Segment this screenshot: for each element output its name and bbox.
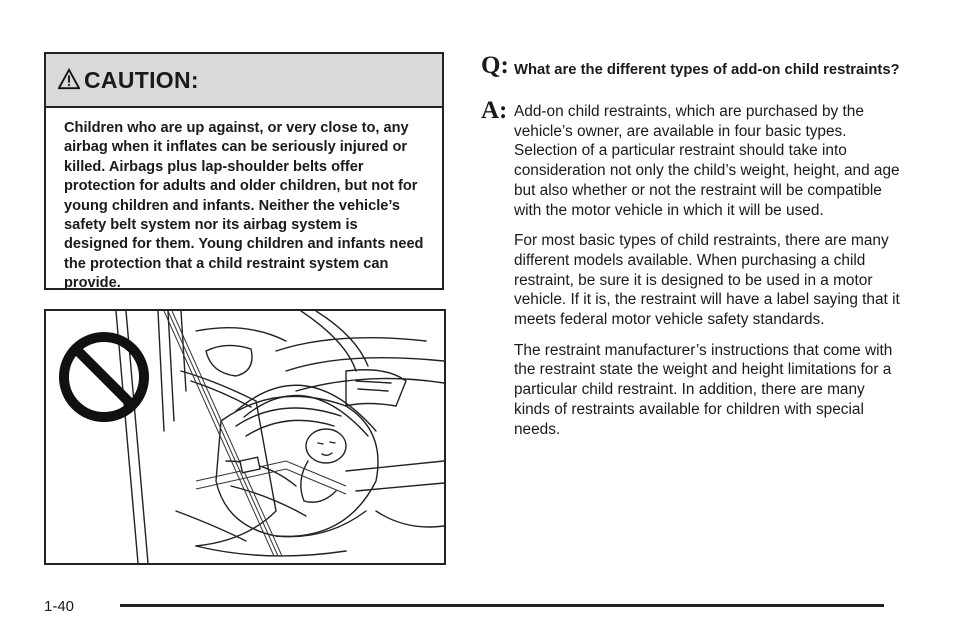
answer-paragraph: Add-on child restraints, which are purchased by the vehicle’s owner, are available in four basic types. Selection of a particular restraint should take into consideration not only the child’s weight, height, and age but also whether or not the restraint will be compatible with the motor vehicle in which it will be used.	[514, 103, 900, 219]
answer-paragraph: The restraint manufacturer’s instructions that come with the restraint state the weight and height limitations for a particular child restraint. In addition, there are many kinds of restraints available for children with special needs.	[514, 341, 893, 438]
footer-rule	[120, 604, 884, 607]
warning-triangle-icon	[58, 68, 80, 90]
question-marker: Q:	[481, 52, 509, 79]
answer-block	[481, 97, 901, 450]
illustration	[44, 309, 446, 565]
answer-paragraph: For most basic types of child restraints, there are many different models available. When purchasing a child restraint, be sure it is designed to be used in a motor vehicle. If it is, the restraint will have a label saying that it meets federal motor vehicle safety standards.	[514, 232, 900, 329]
page-number: 1-40	[44, 598, 75, 615]
infant-seat-drawing	[46, 311, 444, 563]
caution-box	[44, 52, 444, 290]
question-block	[481, 52, 901, 79]
answer-marker: A:	[481, 97, 508, 124]
question-text: What are the different types of add-on child restraints?	[514, 62, 900, 78]
caution-header	[46, 54, 442, 108]
caution-text: Children who are up against, or very close to, any airbag when it inflates can be seriously injured or killed. Airbags plus lap-shoulder belts offer protection for adults and older children, but not for young children and infants. Neither the vehicle’s safety belt system nor its airbag system is designed for them. Young children and infants need the protection that a child restraint system can provide.	[64, 120, 424, 292]
answer-body	[514, 97, 901, 439]
caution-title: CAUTION:	[84, 66, 199, 93]
